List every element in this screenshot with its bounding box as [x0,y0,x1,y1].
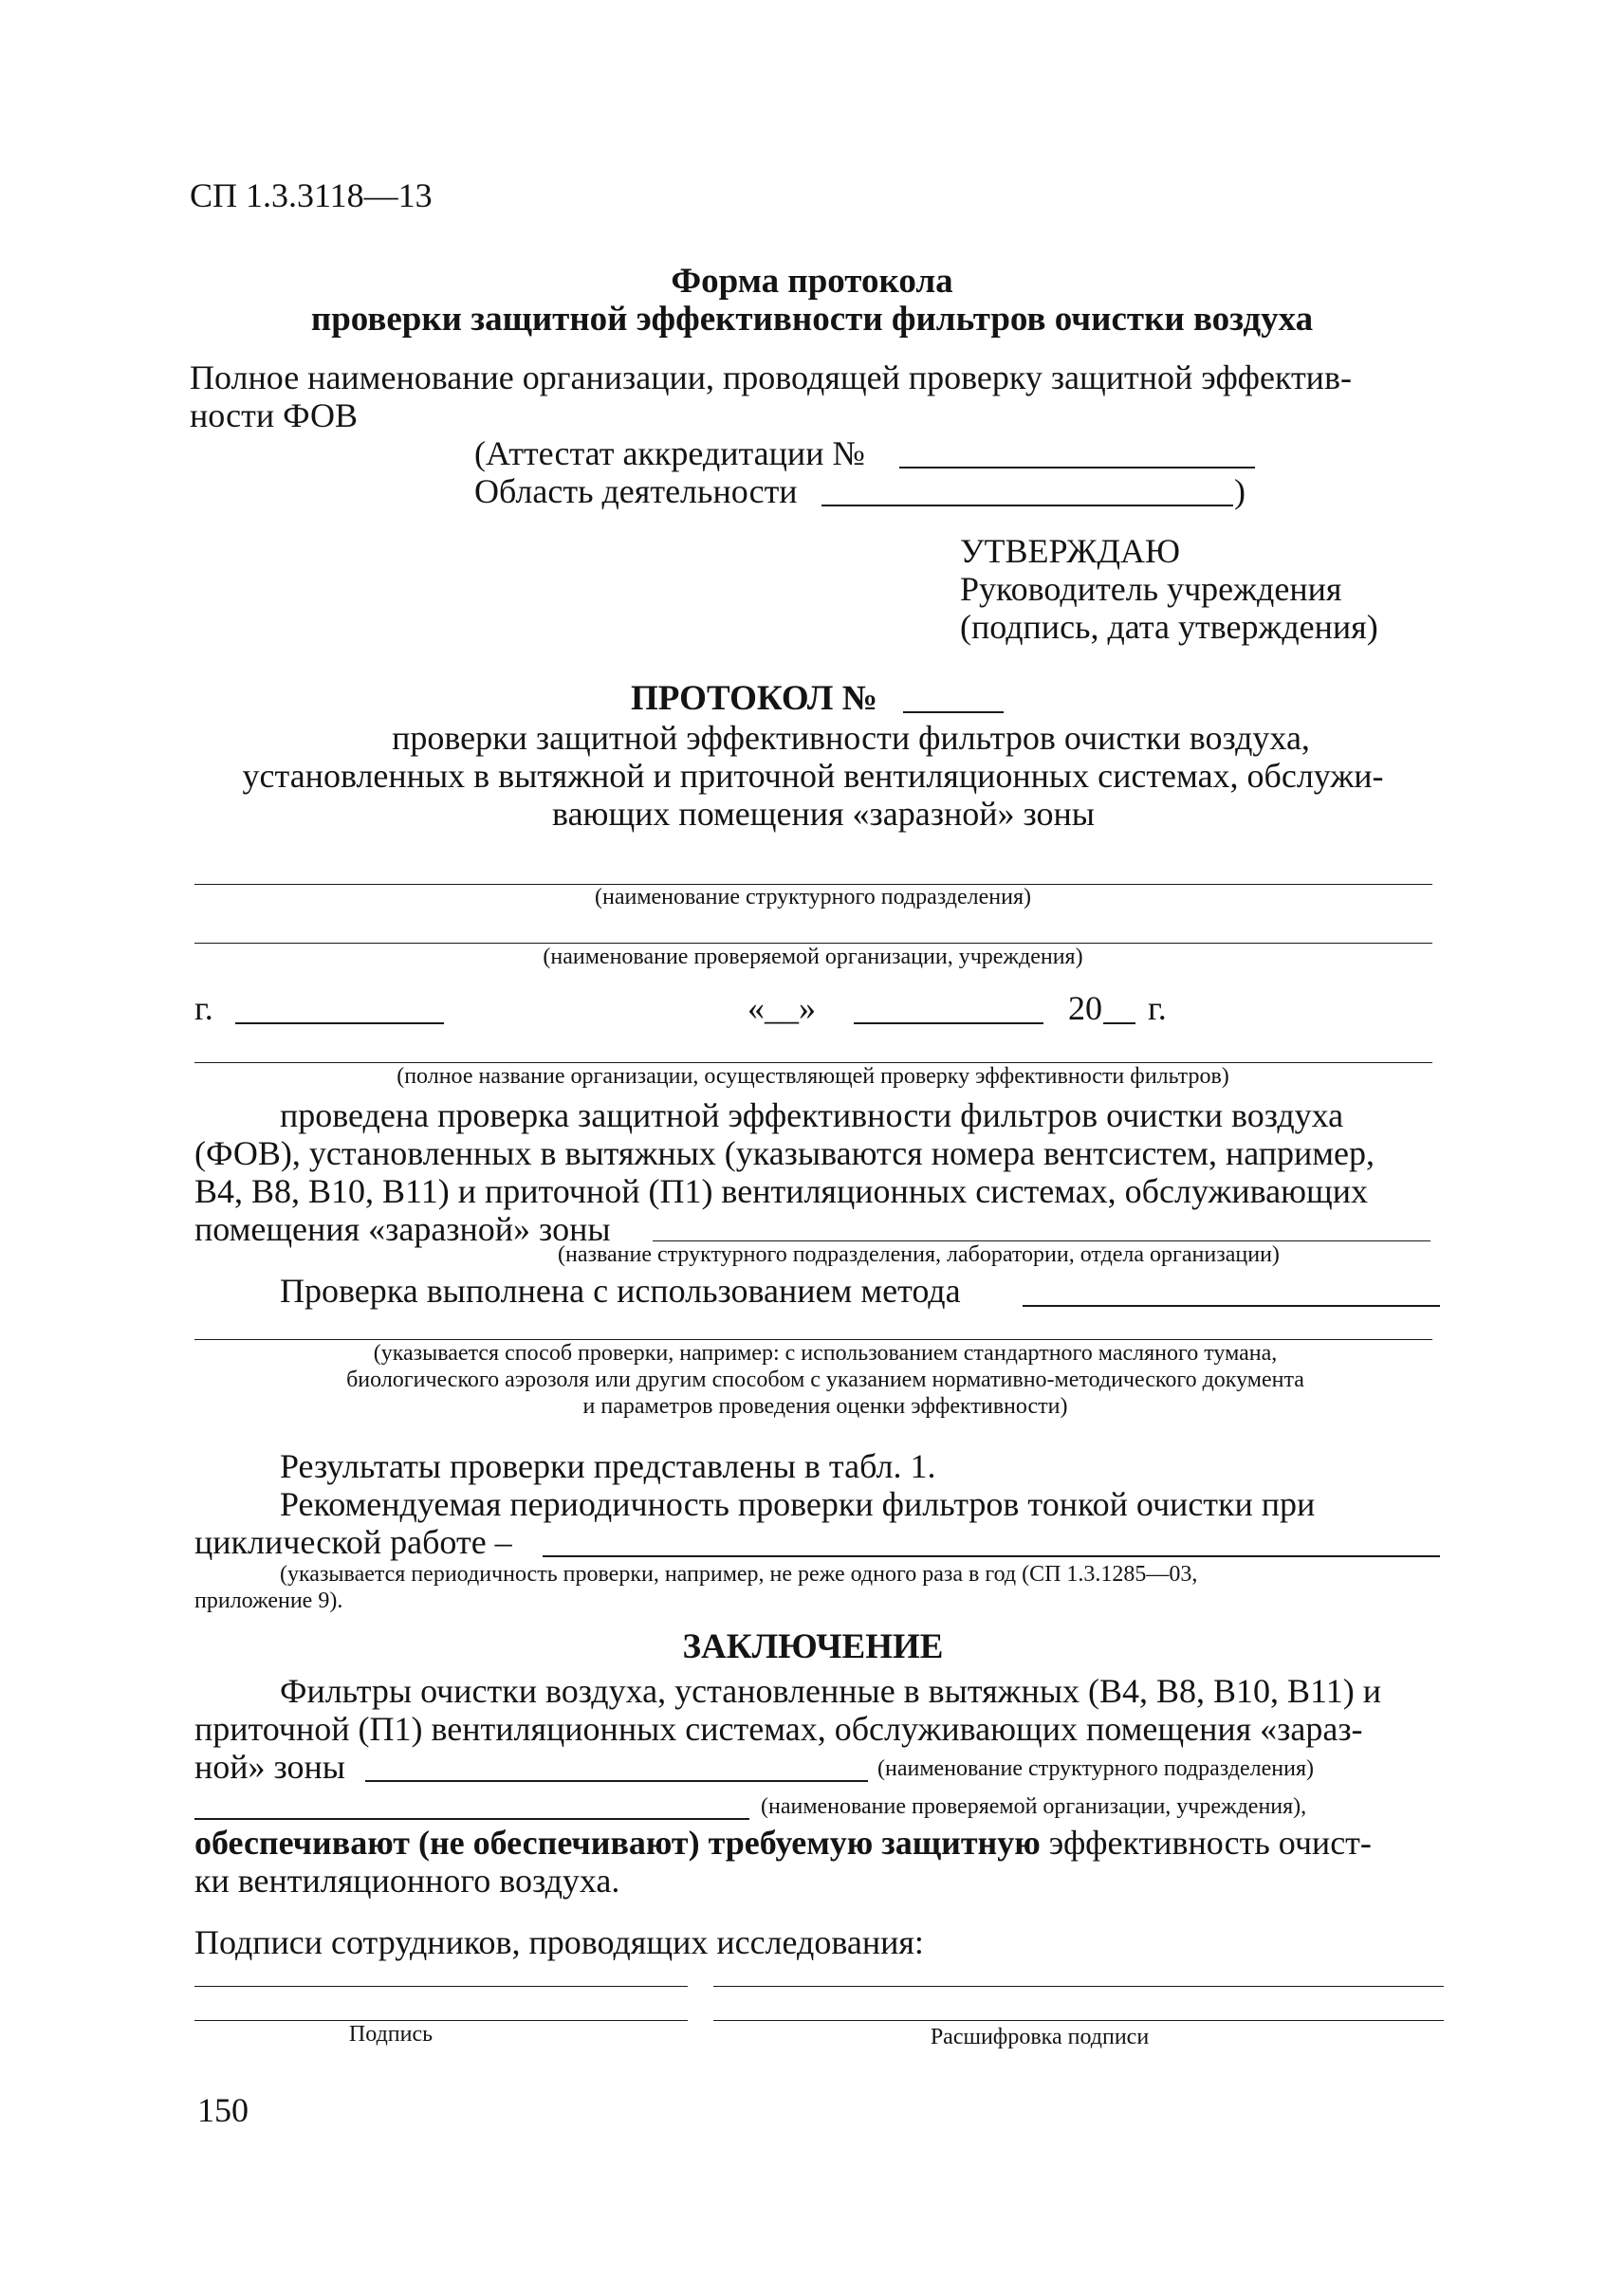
checked-org-hint: (наименование проверяемой организации, учреждения) [543,945,1083,969]
conclusion-line-2: приточной (П1) вентиляционных системах, обслуживающих помещения «зараз- [194,1710,1363,1748]
conclusion-line-5-bold: обеспечивают (не обеспечивают) требуемую защитную [194,1824,1041,1862]
form-title: Форма протокола [671,262,953,301]
conclusion-line-5-rest: эффективность очист- [1040,1824,1372,1862]
protocol-subtitle-3: вающих помещения «заразной» зоны [552,795,1095,833]
method-blank [1023,1305,1440,1307]
structural-unit-hint: (наименование структурного подразделения) [594,885,1032,909]
periodicity-hint-2: приложение 9). [194,1589,343,1613]
document-code: СП 1.3.3118—13 [190,176,433,214]
date-month-blank [854,1022,1043,1024]
structural-unit-name-hint: (название структурного подразделения, лаборатории, отдела организации) [558,1242,1280,1267]
decoding-blank-2 [713,2020,1444,2021]
conclusion-org-hint: (наименование проверяемой организации, учреждения), [761,1794,1307,1819]
conclusion-line-1: Фильтры очистки воздуха, установленные в вытяжных (В4, В8, В10, В11) и [280,1672,1381,1710]
signatures-heading: Подписи сотрудников, проводящих исследования: [194,1923,924,1961]
head-label: Руководитель учреждения [960,570,1342,608]
periodicity-line-2: циклической работе – [194,1523,512,1561]
signature-date-label: (подпись, дата утверждения) [960,608,1378,646]
decoding-blank-1 [713,1986,1444,1987]
periodicity-line-1: Рекомендуемая периодичность проверки фильтров тонкой очистки при [280,1485,1316,1523]
signature-blank-1 [194,1986,688,1987]
scope-close-paren: ) [1234,472,1246,510]
page-number: 150 [197,2091,249,2129]
city-prefix: г. [194,989,213,1027]
scope-blank [821,505,1233,506]
body-line-2: (ФОВ), установленных в вытяжных (указываются номера вентсистем, например, [194,1134,1375,1172]
method-label: Проверка выполнена с использованием метода [280,1272,961,1310]
accreditation-label: (Аттестат аккредитации № [474,434,865,472]
body-line-4: помещения «заразной» зоны [194,1210,611,1248]
decoding-label: Расшифровка подписи [930,2025,1150,2049]
scope-label: Область деятельности [474,472,798,510]
periodicity-blank [543,1555,1440,1557]
body-line-1: проведена проверка защитной эффективности фильтров очистки воздуха [280,1096,1344,1134]
conclusion-line-6: ки вентиляционного воздуха. [194,1862,620,1900]
organization-name-label: Полное наименование организации, проводящей проверку защитной эффектив- [190,358,1352,396]
conclusion-heading: ЗАКЛЮЧЕНИЕ [682,1627,944,1666]
protocol-number-blank [903,711,1004,713]
conclusion-line-5 [194,1826,1372,1860]
year-prefix: 20 [1068,989,1102,1027]
date-day: «__» [747,989,816,1027]
method-hint-1: (указывается способ проверки, например: с использованием стандартного масляного тумана, [373,1341,1278,1366]
form-subtitle: проверки защитной эффективности фильтров очистки воздуха [310,300,1314,339]
city-blank [235,1022,444,1024]
full-org-hint: (полное название организации, осуществляющей проверку эффективности фильтров) [397,1064,1229,1089]
protocol-subtitle-2: установленных в вытяжной и приточной вентиляционных системах, обслужи- [242,757,1384,795]
results-text: Результаты проверки представлены в табл. 1. [280,1447,936,1485]
protocol-heading: ПРОТОКОЛ № [631,679,877,718]
year-suffix: г. [1148,989,1167,1027]
conclusion-unit-hint: (наименование структурного подразделения) [877,1756,1315,1781]
conclusion-unit-blank [365,1780,868,1782]
year-blank [1103,1022,1135,1024]
approve-label: УТВЕРЖДАЮ [960,532,1181,570]
full-org-blank [194,1062,1432,1063]
signature-label: Подпись [348,2022,434,2047]
conclusion-org-blank [194,1818,749,1820]
accreditation-blank [899,467,1255,468]
signature-blank-2 [194,2020,688,2021]
body-line-3: В4, В8, В10, В11) и приточной (П1) вентиляционных системах, обслуживающих [194,1172,1368,1210]
structural-unit-name-blank [653,1240,1430,1241]
protocol-subtitle-1: проверки защитной эффективности фильтров очистки воздуха, [392,719,1310,757]
conclusion-line-3-prefix: ной» зоны [194,1748,345,1786]
checked-org-blank [194,943,1432,944]
method-hint-2: биологического аэрозоля или другим способом с указанием нормативно-методического документа [346,1368,1304,1392]
method-blank-2 [194,1339,1432,1340]
method-hint-3: и параметров проведения оценки эффективности) [582,1394,1068,1419]
organization-name-label-cont: ности ФОВ [190,396,359,434]
periodicity-hint-1: (указывается периодичность проверки, например, не реже одного раза в год (СП 1.3.1285—03, [280,1562,1198,1587]
